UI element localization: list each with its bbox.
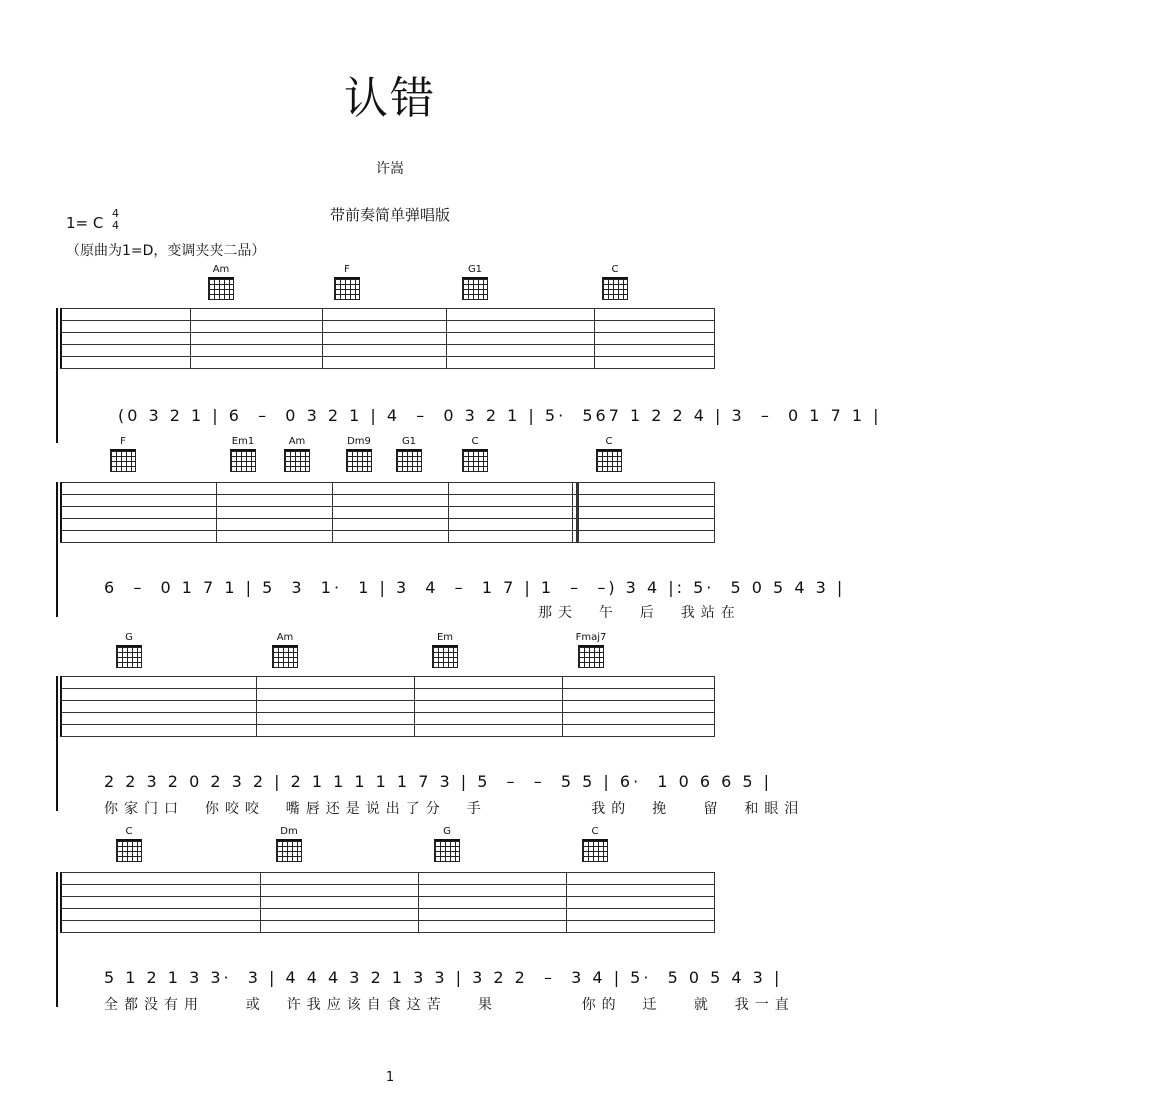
barline — [566, 872, 567, 932]
chord-diagram — [574, 632, 608, 668]
barline — [216, 482, 217, 542]
chord-name: Dm — [280, 826, 298, 837]
chord-name: G — [125, 632, 133, 643]
staff-start-bar — [60, 308, 62, 368]
chord-name: Em1 — [231, 436, 255, 447]
chord-name: C — [471, 436, 479, 447]
chord-grid — [208, 277, 234, 300]
chord-diagram — [330, 264, 364, 300]
barline — [414, 676, 415, 736]
tab-string — [60, 344, 715, 345]
numbered-notation: 5 1 2 1 3 3· 3 | 4 4 4 3 2 1 3 3 | 3 2 2 – 3 4 | 5· 5 0 5 4 3 | — [104, 968, 783, 987]
staff-start-bar — [60, 482, 62, 542]
chord-diagram — [268, 632, 302, 668]
chord-grid — [462, 277, 488, 300]
tab-string — [60, 332, 715, 333]
tab-staff — [60, 482, 715, 542]
chord-name: F — [344, 264, 350, 275]
tab-staff — [60, 308, 715, 368]
chord-diagram — [430, 826, 464, 862]
tab-string — [60, 908, 715, 909]
tab-string — [60, 688, 715, 689]
system-brace — [56, 308, 58, 443]
time-signature-top: 4 — [112, 207, 119, 220]
chord-grid — [116, 839, 142, 862]
capo-note: （原曲为1=D，变调夹夹二品） — [66, 243, 266, 259]
chord-grid — [110, 449, 136, 472]
key-signature: 1= C — [66, 214, 104, 232]
chord-diagram — [204, 264, 238, 300]
chord-grid — [462, 449, 488, 472]
chord-diagram — [112, 826, 146, 862]
chord-diagram — [458, 436, 492, 472]
lyrics-line: 你家门口 你咬咬 嘴唇还是说出了分 手 我的 挽 留 和眼泪 — [104, 801, 805, 817]
tab-string — [60, 356, 715, 357]
chord-diagram — [392, 436, 426, 472]
chord-diagram — [458, 264, 492, 300]
chord-grid — [276, 839, 302, 862]
numbered-notation: 2 2 3 2 0 2 3 2 | 2 1 1 1 1 1 7 3 | 5 – – 5 5 | 6· 1 0 6 6 5 | — [104, 772, 773, 791]
tab-string — [60, 700, 715, 701]
chord-grid — [432, 645, 458, 668]
repeat-start-barline — [576, 482, 579, 542]
chord-diagram — [342, 436, 376, 472]
chord-name: Fmaj7 — [575, 632, 607, 643]
staff-start-bar — [60, 676, 62, 736]
chord-grid — [284, 449, 310, 472]
page-number: 1 — [385, 1070, 395, 1085]
tab-string — [60, 872, 715, 873]
arrangement-version: 带前奏简单弹唱版 — [329, 206, 450, 224]
chord-grid — [434, 839, 460, 862]
chord-diagram — [578, 826, 612, 862]
chord-grid — [596, 449, 622, 472]
chord-diagram — [592, 436, 626, 472]
barline — [418, 872, 419, 932]
chord-diagram — [598, 264, 632, 300]
tab-string — [60, 506, 715, 507]
chord-grid — [582, 839, 608, 862]
artist-name: 许嵩 — [376, 161, 404, 177]
tab-string — [60, 320, 715, 321]
chord-name: C — [591, 826, 599, 837]
tab-string — [60, 920, 715, 921]
tab-string — [60, 308, 715, 309]
tab-string — [60, 724, 715, 725]
tab-string — [60, 884, 715, 885]
tab-string — [60, 932, 715, 933]
chord-name: Am — [212, 264, 230, 275]
barline — [446, 308, 447, 368]
chord-grid — [272, 645, 298, 668]
tab-string — [60, 712, 715, 713]
tab-string — [60, 368, 715, 369]
barline — [256, 676, 257, 736]
system-brace — [56, 872, 58, 1007]
barline — [562, 676, 563, 736]
chord-diagram — [226, 436, 260, 472]
barline — [322, 308, 323, 368]
chord-grid — [396, 449, 422, 472]
chord-name: G1 — [401, 436, 417, 447]
time-signature — [112, 208, 119, 232]
chord-grid — [334, 277, 360, 300]
barline — [260, 872, 261, 932]
chord-grid — [116, 645, 142, 668]
staff-start-bar — [60, 872, 62, 932]
chord-diagram — [106, 436, 140, 472]
numbered-notation: (0 3 2 1 | 6 – 0 3 2 1 | 4 – 0 3 2 1 | 5· 567 1 2 2 4 | 3 – 0 1 7 1 | — [118, 406, 882, 425]
barline — [190, 308, 191, 368]
system-brace — [56, 482, 58, 617]
lyrics-line: 那天 午 后 我站在 — [538, 605, 741, 621]
chord-name: G — [443, 826, 451, 837]
chord-name: C — [605, 436, 613, 447]
chord-name: Am — [288, 436, 306, 447]
tab-string — [60, 518, 715, 519]
chord-name: C — [611, 264, 619, 275]
barline — [448, 482, 449, 542]
barline — [714, 676, 715, 736]
tab-string — [60, 530, 715, 531]
chord-diagram — [280, 436, 314, 472]
chord-grid — [578, 645, 604, 668]
barline — [714, 482, 715, 542]
chord-diagram — [272, 826, 306, 862]
tab-string — [60, 676, 715, 677]
tab-staff — [60, 676, 715, 736]
barline — [714, 308, 715, 368]
tab-string — [60, 896, 715, 897]
tab-string — [60, 542, 715, 543]
tab-staff — [60, 872, 715, 932]
chord-name: G1 — [467, 264, 483, 275]
tab-string — [60, 494, 715, 495]
chord-name: Am — [276, 632, 294, 643]
chord-name: Dm9 — [347, 436, 371, 447]
barline — [594, 308, 595, 368]
tab-string — [60, 736, 715, 737]
chord-name: F — [120, 436, 126, 447]
chord-grid — [230, 449, 256, 472]
barline — [332, 482, 333, 542]
chord-diagram — [428, 632, 462, 668]
barline — [572, 482, 573, 542]
lyrics-line: 全都没有用 或 许我应该自食这苦 果 你的 迁 就 我一直 — [104, 997, 795, 1013]
chord-grid — [346, 449, 372, 472]
numbered-notation: 6 – 0 1 7 1 | 5 3 1· 1 | 3 4 – 1 7 | 1 – –) 3 4 |: 5· 5 0 5 4 3 | — [104, 578, 846, 597]
chord-name: Em — [436, 632, 454, 643]
system-brace — [56, 676, 58, 811]
chord-name: C — [125, 826, 133, 837]
time-signature-bottom: 4 — [112, 219, 119, 232]
barline — [714, 872, 715, 932]
song-title: 认错 — [344, 73, 436, 124]
chord-diagram — [112, 632, 146, 668]
chord-grid — [602, 277, 628, 300]
tab-string — [60, 482, 715, 483]
